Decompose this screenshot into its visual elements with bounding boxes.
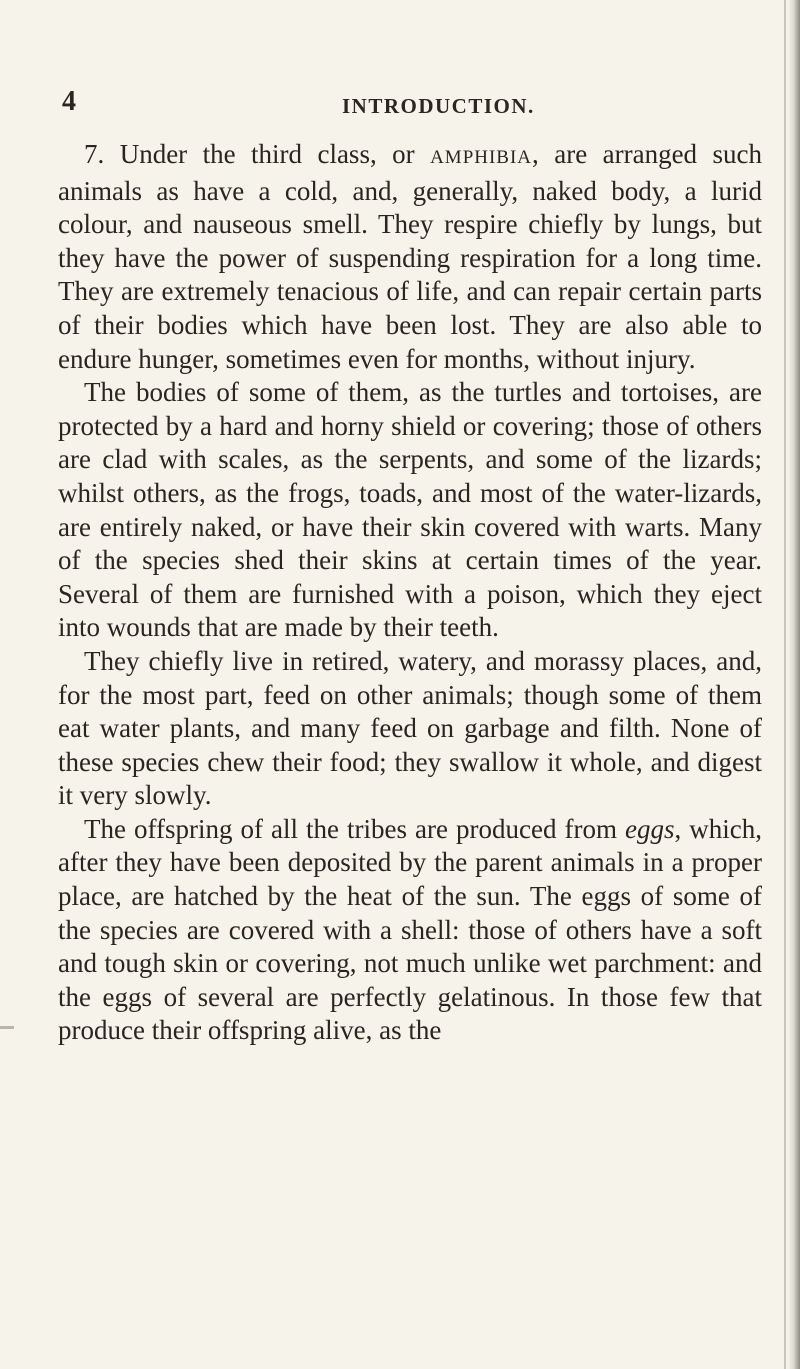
margin-mark bbox=[0, 1026, 14, 1029]
paragraph-lead: The offspring of all the tribes are produced from bbox=[84, 813, 625, 844]
paragraph-habitat: They chiefly live in retired, watery, and morassy places, and, for the most part, feed on other animals; though some of them eat water plants, and many feed on garbage and filth. None of these species chew their food; they swallow it whole, and digest it very slowly. bbox=[58, 645, 762, 811]
running-title: INTRODUCTION. bbox=[342, 94, 535, 118]
paragraph-amphibia bbox=[58, 138, 762, 376]
paragraph-coverings: The bodies of some of them, as the turtles and tortoises, are protected by a hard and horny shield or covering; those of others are clad with scales, as the serpents, and some of the lizards; whilst others, as the frogs, toads, and most of the water-lizards, are entirely naked, or have their skin covered with warts. Many of the species shed their skins at certain times of the year. Several of them are furnished with a poison, which they eject into wounds that are made by their teeth. bbox=[58, 377, 762, 643]
paragraph-rest: , which, after they have been deposited by the parent animals in a proper place, are hatched by the heat of the sun. The eggs of some of the species are covered with a shell: those of others have a soft and tough skin or covering, not much unlike wet parchment: and the eggs of several are perfectly gelatinous. In those few that produce their offspring alive, as the bbox=[58, 813, 763, 1046]
paragraph-offspring bbox=[58, 813, 762, 1048]
italic-term: eggs bbox=[625, 813, 675, 844]
paragraph-lead: 7. Under the third class, or bbox=[84, 139, 431, 169]
page-number: 4 bbox=[62, 86, 76, 117]
page-header bbox=[62, 86, 752, 126]
page-edge-shadow bbox=[788, 0, 800, 1369]
paragraph-rest: , are arranged such animals as have a cold, and, generally, naked body, a lurid colour, and nauseous smell. They respire chiefly by lungs, but they have the power of suspending respiration for a long time. They are extremely tenacious of life, and can repair certain parts of their bodies which have been lost. They are also able to endure hunger, sometimes even for months, without injury. bbox=[58, 139, 762, 374]
body-text bbox=[58, 138, 762, 1048]
class-term: AMPHIBIA bbox=[430, 147, 533, 168]
page-edge-line bbox=[784, 0, 786, 1369]
